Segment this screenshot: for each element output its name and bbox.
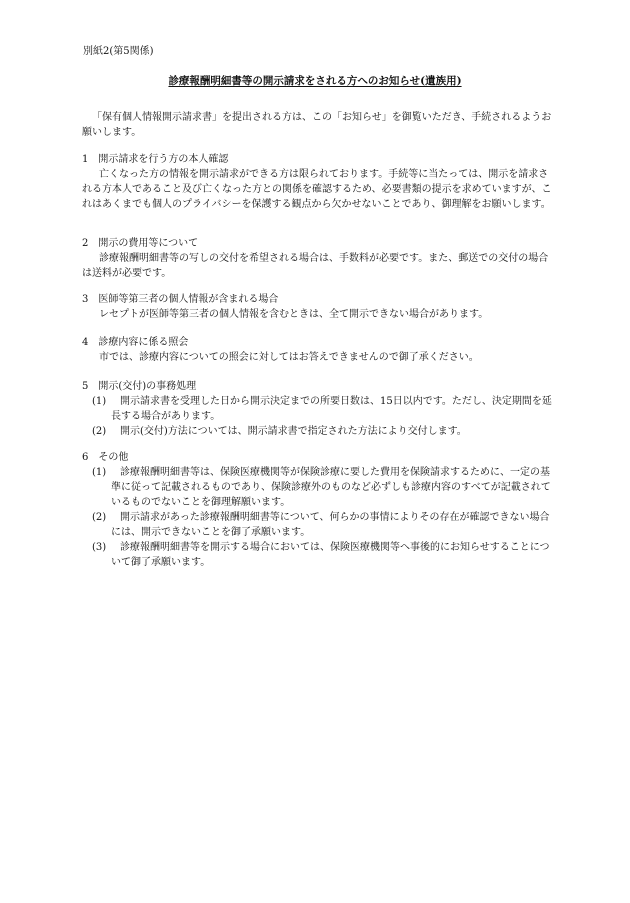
section-heading: 3 医師等第三者の個人情報が含まれる場合 — [82, 294, 279, 305]
list-item-number: (1) — [92, 467, 107, 478]
list-item-text: 開示請求書を受理した日から開示決定までの所要日数は、15日以内です。ただし、決定期間を延長する場合があります。 — [111, 396, 552, 422]
section-third-party-info — [82, 292, 558, 322]
list-item-number: (1) — [92, 396, 107, 407]
list-item-text: 診療報酬明細書等は、保険医療機関等が保険診療に要した費用を保険請求するために、一定の基準に従って記載されるものであり、保険診療外のものなど必ずしも診療内容のすべてが記載されているものでないことを御理解願います。 — [111, 467, 551, 508]
section-body: 亡くなった方の情報を開示請求ができる方は限られております。手続等に当たっては、開示を請求される方本人であること及び亡くなった方との関係を確認するため、必要書類の提示を求めていますが、これはあくまでも個人のプライバシーを保護する観点から欠かせないことであり、御理解をお願いします。 — [82, 169, 552, 210]
list-item-text: 診療報酬明細書等を開示する場合においては、保険医療機関等へ事後的にお知らせすることについて御了承願います。 — [111, 542, 550, 568]
section-heading: 5 開示(交付)の事務処理 — [82, 381, 197, 392]
section-body: 診療報酬明細書等の写しの交付を希望される場合は、手数料が必要です。また、郵送での交付の場合は送料が必要です。 — [82, 253, 549, 279]
list-item — [82, 394, 558, 424]
list-item-text: 開示(交付)方法については、開示請求書で指定された方法により交付します。 — [120, 426, 467, 437]
list-item — [82, 540, 558, 570]
section-identity-check — [82, 152, 558, 212]
list-item-number: (3) — [92, 542, 107, 553]
section-heading: 1 開示請求を行う方の本人確認 — [82, 154, 229, 165]
document-title — [0, 74, 630, 88]
section-body: レセプトが医師等第三者の個人情報を含むときは、全て開示できない場合があります。 — [99, 309, 489, 320]
attachment-reference: 別紙2(第5関係) — [83, 46, 154, 57]
section-fees — [82, 236, 558, 281]
list-item-text: 開示請求があった診療報酬明細書等について、何らかの事情によりその存在が確認できない場合には、開示できないことを御了承願います。 — [111, 512, 550, 538]
section-other — [82, 450, 558, 570]
list-item — [82, 510, 558, 540]
section-heading: 6 その他 — [82, 452, 129, 463]
section-body: 市では、診療内容についての照会に対してはお答えできませんので御了承ください。 — [99, 352, 479, 363]
section-heading: 2 開示の費用等について — [82, 238, 199, 249]
intro-paragraph: 「保有個人情報開示請求書」を提出される方は、この「お知らせ」を御覧いただき、手続されるようお願いします。 — [82, 112, 552, 138]
list-item — [82, 424, 558, 439]
list-item — [82, 465, 558, 510]
list-item-number: (2) — [92, 512, 107, 523]
document-title-text: 診療報酬明細書等の開示請求をされる方へのお知らせ(遺族用) — [168, 75, 462, 87]
section-heading: 4 診療内容に係る照会 — [82, 337, 189, 348]
section-processing — [82, 379, 558, 439]
section-inquiries — [82, 335, 558, 365]
list-item-number: (2) — [92, 426, 107, 437]
